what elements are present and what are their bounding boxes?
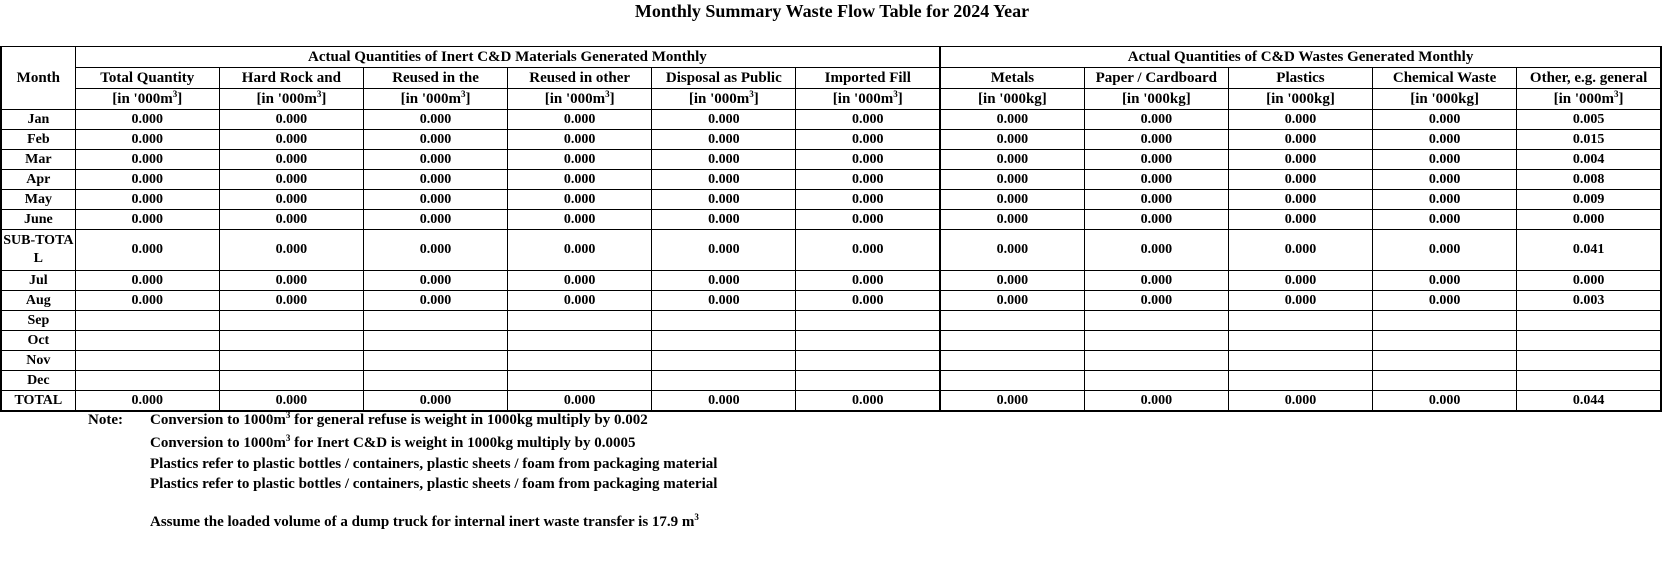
value-cell	[652, 331, 796, 351]
value-cell: 0.000	[363, 210, 507, 230]
value-cell: 0.015	[1517, 130, 1661, 150]
value-cell: 0.000	[940, 110, 1084, 130]
note-text: Conversion to 1000m	[150, 412, 286, 428]
value-cell: 0.000	[1373, 150, 1517, 170]
column-header: Other, e.g. general	[1517, 68, 1661, 89]
value-cell	[652, 351, 796, 371]
value-cell: 0.000	[652, 110, 796, 130]
month-cell: Dec	[1, 371, 75, 391]
value-cell: 0.000	[796, 110, 940, 130]
value-cell: 0.004	[1517, 150, 1661, 170]
value-cell: 0.000	[75, 210, 219, 230]
unit-text: [in '000m	[688, 90, 750, 107]
value-cell: 0.000	[1228, 291, 1372, 311]
value-cell	[1517, 351, 1661, 371]
value-cell: 0.000	[75, 150, 219, 170]
column-header: Plastics	[1228, 68, 1372, 89]
note-superscript: 3	[285, 433, 291, 443]
value-cell	[1517, 311, 1661, 331]
value-cell: 0.000	[363, 271, 507, 291]
value-cell: 0.000	[219, 391, 363, 412]
value-cell: 0.000	[796, 291, 940, 311]
value-cell: 0.000	[75, 291, 219, 311]
value-cell	[652, 371, 796, 391]
unit-suffix: ]	[465, 90, 471, 107]
note-text-suffix: for Inert C&D is weight in 1000kg multiply by 0.0005	[290, 435, 636, 451]
value-cell: 0.000	[1084, 210, 1228, 230]
value-cell: 0.000	[1084, 150, 1228, 170]
value-cell	[508, 331, 652, 351]
table-row	[1, 391, 1661, 412]
value-cell: 0.000	[363, 391, 507, 412]
value-cell: 0.000	[1084, 170, 1228, 190]
value-cell: 0.000	[940, 130, 1084, 150]
unit-text: [in '000m	[256, 90, 317, 107]
month-cell: Oct	[1, 331, 75, 351]
table-row	[1, 311, 1661, 331]
note-line	[150, 456, 717, 473]
month-cell: Apr	[1, 170, 75, 190]
column-unit	[796, 89, 940, 110]
value-cell: 0.000	[1517, 271, 1661, 291]
unit-superscript: 3	[461, 88, 466, 99]
value-cell: 0.000	[1228, 230, 1372, 271]
value-cell: 0.000	[1373, 210, 1517, 230]
table-row	[1, 371, 1661, 391]
value-cell: 0.000	[363, 130, 507, 150]
column-unit	[1373, 89, 1517, 110]
value-cell: 0.000	[363, 190, 507, 210]
value-cell: 0.000	[652, 291, 796, 311]
group-header-inert: Actual Quantities of Inert C&D Materials Generated Monthly	[75, 47, 940, 68]
value-cell: 0.000	[1084, 271, 1228, 291]
value-cell: 0.000	[1228, 391, 1372, 412]
value-cell	[508, 371, 652, 391]
value-cell: 0.000	[1228, 130, 1372, 150]
value-cell: 0.000	[75, 190, 219, 210]
unit-superscript: 3	[316, 88, 322, 99]
note-label: Note:	[88, 412, 123, 428]
value-cell: 0.000	[508, 130, 652, 150]
unit-suffix: ]	[177, 90, 183, 107]
column-header: Paper / Cardboard	[1084, 68, 1228, 89]
waste-flow-table	[0, 46, 1662, 412]
value-cell: 0.000	[1373, 190, 1517, 210]
value-cell: 0.000	[940, 391, 1084, 412]
value-cell: 0.000	[1084, 291, 1228, 311]
month-cell: Jul	[1, 271, 75, 291]
value-cell: 0.009	[1517, 190, 1661, 210]
unit-text: [in '000kg]	[978, 90, 1047, 107]
value-cell	[652, 311, 796, 331]
group-header-cd: Actual Quantities of C&D Wastes Generated Monthly	[940, 47, 1661, 68]
value-cell: 0.000	[219, 271, 363, 291]
value-cell: 0.044	[1517, 391, 1661, 412]
value-cell: 0.000	[1373, 110, 1517, 130]
value-cell	[219, 311, 363, 331]
value-cell	[75, 331, 219, 351]
value-cell	[796, 351, 940, 371]
value-cell: 0.000	[219, 210, 363, 230]
value-cell	[1373, 311, 1517, 331]
column-unit	[363, 89, 507, 110]
value-cell	[363, 331, 507, 351]
value-cell: 0.000	[940, 150, 1084, 170]
table-row	[1, 351, 1661, 371]
month-cell: May	[1, 190, 75, 210]
value-cell: 0.000	[1517, 210, 1661, 230]
value-cell: 0.000	[796, 230, 940, 271]
month-cell: Aug	[1, 291, 75, 311]
note-line	[150, 412, 648, 429]
value-cell	[1373, 371, 1517, 391]
value-cell: 0.000	[508, 391, 652, 412]
value-cell: 0.000	[652, 210, 796, 230]
value-cell: 0.000	[1228, 190, 1372, 210]
value-cell: 0.000	[940, 190, 1084, 210]
value-cell	[363, 311, 507, 331]
value-cell	[1084, 351, 1228, 371]
value-cell	[796, 371, 940, 391]
value-cell: 0.000	[796, 271, 940, 291]
unit-superscript: 3	[1614, 88, 1619, 99]
value-cell: 0.000	[1228, 110, 1372, 130]
value-cell: 0.000	[1373, 291, 1517, 311]
unit-suffix: ]	[609, 90, 615, 107]
table-row	[1, 170, 1661, 190]
column-header: Reused in the	[363, 68, 507, 89]
value-cell	[75, 371, 219, 391]
value-cell: 0.000	[1084, 190, 1228, 210]
value-cell: 0.000	[1373, 130, 1517, 150]
column-unit-row	[1, 89, 1661, 110]
value-cell: 0.000	[652, 190, 796, 210]
value-cell: 0.000	[363, 230, 507, 271]
month-header: Month	[1, 47, 75, 110]
column-header: Chemical Waste	[1373, 68, 1517, 89]
value-cell: 0.000	[796, 210, 940, 230]
unit-superscript: 3	[172, 88, 178, 99]
month-cell: TOTAL	[1, 391, 75, 412]
value-cell	[508, 311, 652, 331]
value-cell: 0.000	[652, 150, 796, 170]
note-text-suffix: for general refuse is weight in 1000kg multiply by 0.002	[290, 412, 648, 428]
value-cell: 0.000	[75, 230, 219, 271]
value-cell: 0.000	[508, 271, 652, 291]
value-cell: 0.000	[75, 170, 219, 190]
month-cell: Mar	[1, 150, 75, 170]
column-header: Disposal as Public	[652, 68, 796, 89]
table-row	[1, 230, 1661, 271]
column-label-row	[1, 68, 1661, 89]
value-cell: 0.000	[1373, 230, 1517, 271]
value-cell: 0.000	[1228, 150, 1372, 170]
value-cell: 0.000	[508, 190, 652, 210]
value-cell	[940, 371, 1084, 391]
value-cell: 0.000	[796, 170, 940, 190]
note-superscript: 3	[694, 512, 699, 522]
value-cell: 0.000	[363, 150, 507, 170]
value-cell	[1084, 371, 1228, 391]
column-unit	[1084, 89, 1228, 110]
value-cell	[1084, 331, 1228, 351]
month-cell: Feb	[1, 130, 75, 150]
unit-text: [in '000m	[112, 90, 173, 107]
column-header: Total Quantity	[75, 68, 219, 89]
value-cell: 0.000	[508, 150, 652, 170]
month-cell: Jan	[1, 110, 75, 130]
value-cell: 0.000	[940, 210, 1084, 230]
value-cell: 0.000	[652, 271, 796, 291]
value-cell	[1228, 371, 1372, 391]
unit-superscript: 3	[749, 88, 754, 99]
value-cell: 0.000	[75, 130, 219, 150]
unit-superscript: 3	[605, 88, 610, 99]
note-line	[150, 514, 699, 531]
unit-text: [in '000kg]	[1121, 90, 1191, 107]
note-text: Assume the loaded volume of a dump truck for internal inert waste transfer is 17.9 m	[150, 514, 695, 530]
page-title: Monthly Summary Waste Flow Table for 2024 Year	[634, 1, 1030, 21]
value-cell	[1517, 331, 1661, 351]
value-cell	[1517, 371, 1661, 391]
value-cell: 0.041	[1517, 230, 1661, 271]
value-cell: 0.000	[1373, 271, 1517, 291]
unit-suffix: ]	[321, 90, 327, 107]
value-cell	[75, 311, 219, 331]
value-cell: 0.008	[1517, 170, 1661, 190]
value-cell: 0.000	[1084, 230, 1228, 271]
value-cell	[1228, 351, 1372, 371]
month-cell: Sep	[1, 311, 75, 331]
value-cell: 0.000	[940, 291, 1084, 311]
value-cell: 0.000	[219, 150, 363, 170]
value-cell: 0.000	[219, 170, 363, 190]
value-cell: 0.000	[219, 230, 363, 271]
table-row	[1, 130, 1661, 150]
unit-text: [in '000m	[1553, 90, 1615, 107]
value-cell	[796, 311, 940, 331]
value-cell	[1373, 331, 1517, 351]
value-cell	[219, 371, 363, 391]
value-cell: 0.000	[796, 150, 940, 170]
unit-suffix: ]	[753, 90, 759, 107]
value-cell: 0.000	[1084, 391, 1228, 412]
column-unit	[508, 89, 652, 110]
table-row	[1, 110, 1661, 130]
value-cell: 0.000	[1228, 170, 1372, 190]
value-cell: 0.000	[1373, 170, 1517, 190]
value-cell	[508, 351, 652, 371]
column-unit	[940, 89, 1084, 110]
value-cell	[1228, 331, 1372, 351]
value-cell	[75, 351, 219, 371]
value-cell	[219, 331, 363, 351]
value-cell: 0.000	[75, 110, 219, 130]
value-cell: 0.000	[508, 170, 652, 190]
value-cell	[219, 351, 363, 371]
value-cell: 0.000	[652, 170, 796, 190]
column-header: Reused in other	[508, 68, 652, 89]
table-row	[1, 291, 1661, 311]
value-cell	[1228, 311, 1372, 331]
value-cell: 0.000	[508, 230, 652, 271]
unit-text: [in '000m	[400, 90, 461, 107]
value-cell: 0.000	[940, 271, 1084, 291]
value-cell: 0.000	[1373, 391, 1517, 412]
value-cell: 0.000	[652, 391, 796, 412]
value-cell: 0.000	[363, 170, 507, 190]
value-cell	[1373, 351, 1517, 371]
value-cell: 0.000	[219, 190, 363, 210]
value-cell: 0.000	[219, 110, 363, 130]
value-cell: 0.000	[796, 391, 940, 412]
column-unit	[75, 89, 219, 110]
value-cell: 0.000	[508, 110, 652, 130]
column-header: Hard Rock and	[219, 68, 363, 89]
value-cell	[796, 331, 940, 351]
column-unit	[652, 89, 796, 110]
value-cell: 0.000	[940, 170, 1084, 190]
value-cell	[940, 311, 1084, 331]
unit-suffix: ]	[1618, 90, 1624, 107]
unit-text: [in '000kg]	[1266, 90, 1335, 107]
value-cell: 0.000	[796, 130, 940, 150]
value-cell: 0.000	[363, 291, 507, 311]
value-cell: 0.000	[1228, 210, 1372, 230]
column-unit	[1517, 89, 1661, 110]
value-cell: 0.000	[652, 230, 796, 271]
column-unit	[1228, 89, 1372, 110]
value-cell	[1084, 311, 1228, 331]
value-cell: 0.000	[1228, 271, 1372, 291]
unit-suffix: ]	[897, 90, 903, 107]
month-cell: Nov	[1, 351, 75, 371]
value-cell: 0.005	[1517, 110, 1661, 130]
value-cell: 0.000	[75, 271, 219, 291]
unit-text: [in '000m	[544, 90, 606, 107]
value-cell: 0.000	[796, 190, 940, 210]
note-text: Plastics refer to plastic bottles / containers, plastic sheets / foam from packaging material	[150, 456, 718, 472]
value-cell: 0.000	[652, 130, 796, 150]
note-line	[150, 435, 635, 452]
table-row	[1, 271, 1661, 291]
value-cell	[363, 351, 507, 371]
column-header: Imported Fill	[796, 68, 940, 89]
note-superscript: 3	[285, 410, 291, 420]
note-line	[150, 476, 717, 493]
value-cell: 0.000	[75, 391, 219, 412]
month-cell: SUB-TOTAL	[1, 230, 75, 271]
note-text: Conversion to 1000m	[150, 435, 286, 451]
value-cell: 0.000	[219, 291, 363, 311]
value-cell: 0.000	[219, 130, 363, 150]
table-row	[1, 190, 1661, 210]
value-cell: 0.000	[508, 291, 652, 311]
value-cell: 0.000	[508, 210, 652, 230]
value-cell: 0.000	[363, 110, 507, 130]
month-cell: June	[1, 210, 75, 230]
value-cell	[363, 371, 507, 391]
table-row	[1, 331, 1661, 351]
value-cell: 0.000	[940, 230, 1084, 271]
note-text: Plastics refer to plastic bottles / containers, plastic sheets / foam from packaging material	[150, 476, 718, 492]
value-cell: 0.003	[1517, 291, 1661, 311]
value-cell	[940, 351, 1084, 371]
column-unit	[219, 89, 363, 110]
unit-superscript: 3	[893, 88, 898, 99]
column-header: Metals	[940, 68, 1084, 89]
table-row	[1, 150, 1661, 170]
unit-text: [in '000kg]	[1410, 90, 1479, 107]
unit-text: [in '000m	[832, 90, 894, 107]
table-row	[1, 210, 1661, 230]
value-cell: 0.000	[1084, 130, 1228, 150]
table-body	[1, 110, 1661, 412]
value-cell	[940, 331, 1084, 351]
value-cell: 0.000	[1084, 110, 1228, 130]
